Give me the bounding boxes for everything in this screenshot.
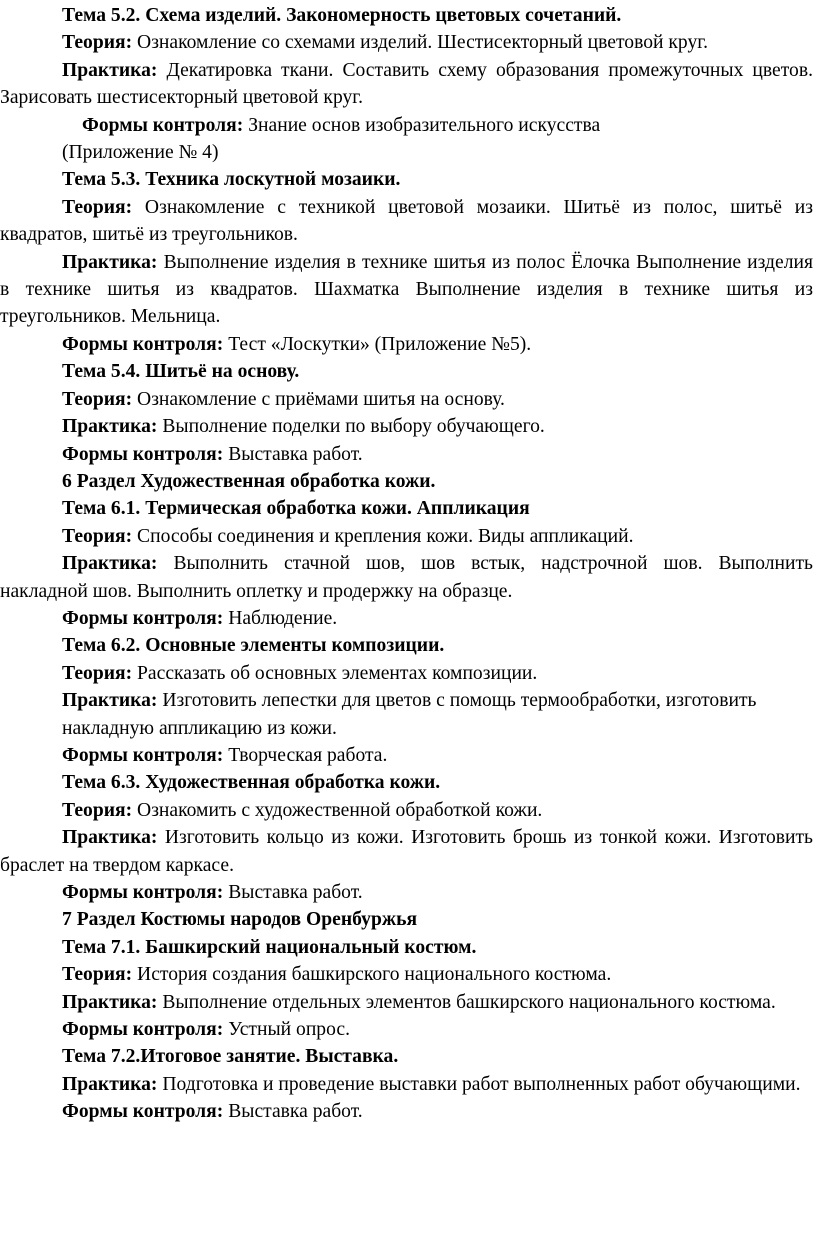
practice-text: Выполнение отдельных элементов башкирского национального костюма.: [157, 991, 776, 1013]
theory-paragraph: [0, 523, 813, 550]
practice-paragraph: [0, 249, 813, 331]
theory-label: Теория:: [62, 196, 133, 218]
control-paragraph: [0, 331, 813, 358]
topic-title: Тема 6.1. Термическая обработка кожи. Аппликация: [62, 498, 530, 520]
control-text: Знание основ изобразительного искусства: [243, 114, 601, 136]
section-heading: [0, 906, 813, 933]
theory-text: Способы соединения и крепления кожи. Виды аппликаций.: [132, 525, 634, 547]
practice-text: Декатировка ткани. Составить схему образования промежуточных цветов. Зарисовать шестисекторный цветовой круг.: [0, 59, 813, 109]
practice-paragraph: [0, 1071, 813, 1098]
practice-paragraph: [0, 989, 813, 1016]
topic-heading: [0, 495, 813, 522]
section-title: 6 Раздел Художественная обработка кожи.: [62, 470, 436, 492]
practice-label: Практика:: [62, 991, 158, 1013]
practice-paragraph: [0, 824, 813, 879]
theory-paragraph: [0, 961, 813, 988]
control-label: Формы контроля:: [62, 1101, 224, 1123]
practice-text: Выполнение поделки по выбору обучающего.: [157, 416, 545, 438]
theory-paragraph: [0, 386, 813, 413]
control-paragraph: [0, 742, 813, 769]
section-title: 7 Раздел Костюмы народов Оренбуржья: [62, 909, 418, 931]
theory-label: Теория:: [62, 388, 133, 410]
practice-label: Практика:: [62, 690, 158, 712]
section-heading: [0, 468, 813, 495]
control-paragraph: [0, 879, 813, 906]
control-appendix-line: [0, 139, 813, 166]
theory-label: Теория:: [62, 799, 133, 821]
topic-title: Тема 6.2. Основные элементы композиции.: [62, 635, 445, 657]
control-paragraph: [0, 1098, 813, 1125]
control-label: Формы контроля:: [62, 1019, 224, 1041]
topic-heading: [0, 934, 813, 961]
control-text: Тест «Лоскутки» (Приложение №5).: [223, 333, 532, 355]
control-paragraph: [0, 1016, 813, 1043]
practice-label: Практика:: [62, 251, 158, 273]
theory-text: Ознакомление с приёмами шитья на основу.: [132, 388, 505, 410]
control-appendix-text: (Приложение № 4): [62, 142, 219, 164]
theory-label: Теория:: [62, 525, 133, 547]
control-text: Наблюдение.: [223, 607, 338, 629]
topic-heading: [0, 166, 813, 193]
practice-paragraph: [0, 413, 813, 440]
control-paragraph: [0, 112, 813, 139]
practice-label: Практика:: [62, 553, 158, 575]
practice-text: Изготовить лепестки для цветов с помощь термообработки, изготовить накладную аппликацию из кожи.: [62, 690, 757, 739]
control-label: Формы контроля:: [62, 882, 224, 903]
topic-heading: [0, 2, 813, 29]
control-label: Формы контроля:: [82, 114, 244, 136]
practice-text: Подготовка и проведение выставки работ выполненных работ обучающими.: [157, 1073, 801, 1095]
topic-title: Тема 5.2. Схема изделий. Закономерность цветовых сочетаний.: [62, 5, 622, 26]
topic-title: Тема 7.2.Итоговое занятие. Выставка.: [62, 1046, 399, 1068]
control-text: Выставка работ.: [223, 882, 363, 903]
theory-label: Теория:: [62, 32, 133, 54]
topic-title: Тема 5.4. Шитьё на основу.: [62, 361, 300, 383]
practice-text: Изготовить кольцо из кожи. Изготовить брошь из тонкой кожи. Изготовить браслет на твердом каркасе.: [0, 827, 813, 876]
practice-paragraph: [0, 687, 813, 742]
theory-text: Ознакомление с техникой цветовой мозаики. Шитьё из полос, шитьё из квадратов, шитьё из треугольников.: [0, 196, 813, 246]
control-label: Формы контроля:: [62, 607, 224, 629]
practice-paragraph: [0, 550, 813, 605]
practice-text: Выполнить стачной шов, шов встык, надстрочной шов. Выполнить накладной шов. Выполнить оплетку и продержку на образце.: [0, 553, 813, 602]
topic-heading: [0, 769, 813, 796]
practice-text: Выполнение изделия в технике шитья из полос Ёлочка Выполнение изделия в технике шитья из квадратов. Шахматка Выполнение изделия в технике шитья из треугольников. Мельница.: [0, 251, 813, 328]
theory-paragraph: [0, 29, 813, 56]
practice-label: Практика:: [62, 416, 158, 438]
topic-heading: [0, 358, 813, 385]
control-text: Выставка работ.: [223, 443, 363, 465]
control-paragraph: [0, 605, 813, 632]
practice-label: Практика:: [62, 1073, 158, 1095]
theory-text: История создания башкирского национального костюма.: [132, 964, 612, 986]
topic-title: Тема 6.3. Художественная обработка кожи.: [62, 772, 441, 794]
control-text: Устный опрос.: [223, 1019, 350, 1041]
control-text: Выставка работ.: [223, 1101, 363, 1123]
topic-heading: [0, 632, 813, 659]
topic-title: Тема 7.1. Башкирский национальный костюм.: [62, 936, 477, 958]
practice-label: Практика:: [62, 59, 158, 81]
theory-label: Теория:: [62, 662, 133, 684]
control-label: Формы контроля:: [62, 744, 224, 766]
theory-text: Рассказать об основных элементах композиции.: [132, 662, 538, 684]
theory-text: Ознакомление со схемами изделий. Шестисекторный цветовой круг.: [132, 32, 708, 54]
control-text: Творческая работа.: [223, 744, 388, 766]
practice-label: Практика:: [62, 827, 158, 849]
theory-paragraph: [0, 194, 813, 249]
theory-text: Ознакомить с художественной обработкой кожи.: [132, 799, 543, 821]
theory-paragraph: [0, 660, 813, 687]
theory-label: Теория:: [62, 964, 133, 986]
control-label: Формы контроля:: [62, 443, 224, 465]
practice-paragraph: [0, 57, 813, 112]
control-paragraph: [0, 441, 813, 468]
topic-heading: [0, 1043, 813, 1070]
theory-paragraph: [0, 797, 813, 824]
topic-title: Тема 5.3. Техника лоскутной мозаики.: [62, 169, 401, 191]
control-label: Формы контроля:: [62, 333, 224, 355]
